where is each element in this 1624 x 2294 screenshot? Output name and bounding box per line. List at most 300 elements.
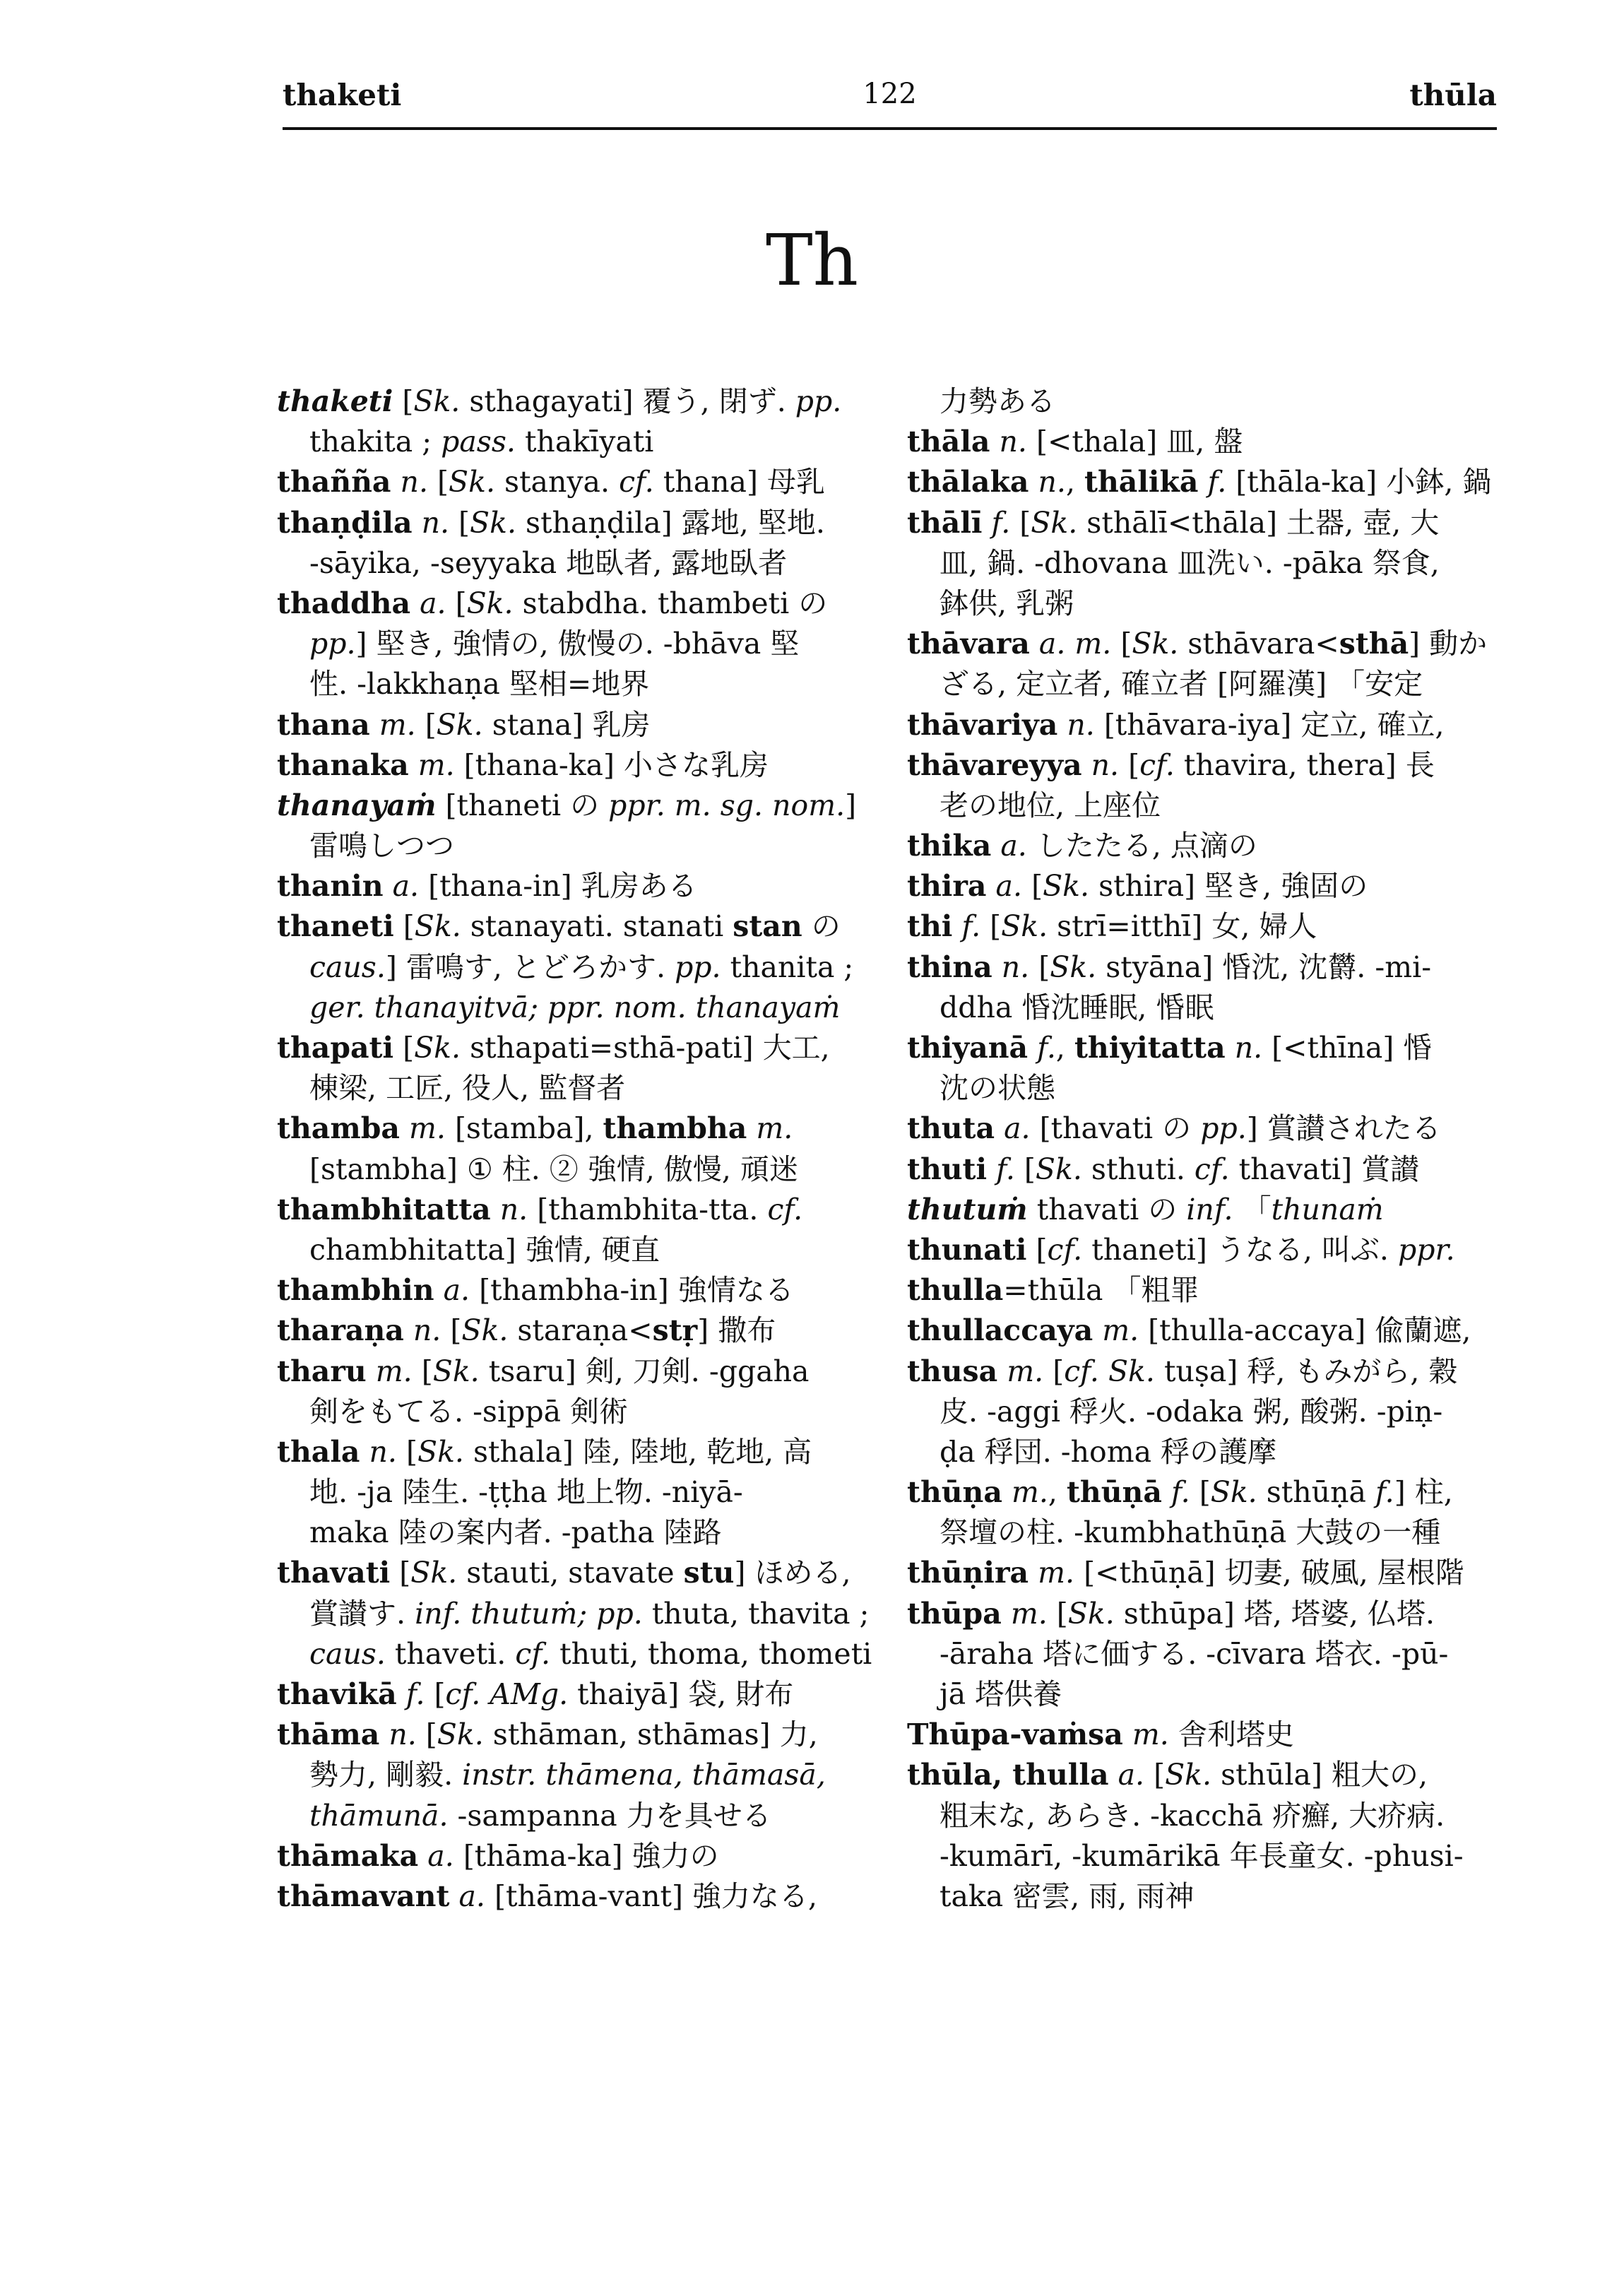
entry-continuation-line [277,1149,863,1190]
headword: thāla [907,425,990,459]
entry-text [1123,1717,1132,1751]
headword: thina [907,950,992,984]
headword: thanin [277,869,384,904]
entry-continuation-line [277,1068,863,1108]
entry-text: thaveti. [385,1636,516,1671]
entry-text: 舎利塔史 [1168,1717,1294,1752]
headword: thūpa [907,1596,1002,1631]
entry-text: stanya. [495,465,620,499]
grammar-label: Sk. [1210,1475,1257,1510]
headword: thāvareyya [907,747,1082,782]
grammar-label: m. [1010,1596,1048,1631]
entry-continuation-line [277,543,863,584]
entry-text: thavira, thera] 長 [1174,747,1435,782]
entry-text [1093,1313,1102,1347]
entry-line [277,1311,863,1351]
entry-text [367,1354,376,1388]
grammar-label: Sk. [1050,950,1097,984]
grammar-label: Sk. [449,465,495,499]
entry-text: [<thūṇā] 切妻, 破風, 屋根階 [1074,1556,1464,1590]
entry-continuation-line [277,947,863,988]
entry-text: , [1065,465,1085,499]
headword: thaketi [277,384,393,418]
entry-text [1082,748,1091,782]
entry-text [995,1111,1004,1145]
grammar-label: cf. [1139,747,1175,782]
grammar-label: m. [379,707,416,742]
entry-text: [ [393,384,414,418]
entry-text: [ [1119,747,1140,782]
entry-text: 賞讃す. [309,1596,415,1631]
entry-line [907,422,1497,462]
entry-text [747,1111,756,1145]
entry-line [277,1190,863,1230]
entry-text [400,1111,409,1145]
entry-line [277,1270,863,1311]
entry-text: thana] 母乳 [653,465,826,499]
entry-text: 鉢供, 乳粥 [940,586,1074,620]
entry-line [277,1432,863,1472]
entry-text: strī=itthī] 女, 婦人 [1048,909,1317,944]
entry-text: 棟梁, 工匠, 役人, 監督者 [309,1071,626,1106]
grammar-label: n. [999,425,1027,459]
entry-text [1002,1475,1012,1509]
entry-text: [ [1010,505,1031,540]
grammar-label: Sk. [436,707,483,742]
running-header [283,78,1497,130]
grammar-label: Sk. [1031,505,1078,540]
entry-text [1057,708,1067,742]
entry-text [418,1839,427,1873]
entry-line [907,906,1497,947]
entry-continuation-line [907,1392,1497,1432]
grammar-label: Sk. [437,1717,484,1752]
entry-text: 勢力, 剛毅. [309,1758,463,1792]
grammar-label: pp. [795,384,842,418]
grammar-label: Sk. [432,1354,480,1388]
entry-text [404,1313,413,1347]
grammar-label: a. [427,1838,454,1873]
entry-text: sthūpa] 塔, 塔婆, 仏塔. [1114,1596,1435,1631]
entry-continuation-line [907,1513,1497,1553]
headword: stṛ [652,1313,698,1348]
entry-continuation-line [277,1230,863,1270]
grammar-label: f. [1170,1475,1190,1510]
entry-text: styāna] 惛沈, 沈欝. -mi- [1096,950,1432,984]
headword: thiyitatta [1074,1031,1226,1065]
entry-line [907,1108,1497,1149]
entry-line [907,1594,1497,1634]
headword: thanaka [277,747,409,782]
entry-text: [ [441,1313,462,1348]
entry-text: [ [1047,1596,1068,1631]
entry-text [379,1717,389,1751]
headword: thaneti [277,909,394,944]
entry-text: sthira] 堅き, 強固の [1089,869,1368,904]
entry-line [277,705,863,745]
grammar-label: m. [417,747,455,782]
grammar-label: Sk. [461,1313,509,1348]
entry-line [277,1876,863,1917]
entry-text [370,708,379,742]
entry-text: [ [1043,1354,1065,1388]
headword: thālikā [1084,465,1199,499]
entry-line [907,745,1497,786]
entry-text: thakita ; [309,425,441,459]
entry-text: [thāla-ka] 小鉢, 鍋 [1226,465,1492,499]
entry-continuation-line [907,382,1497,422]
entry-text [997,1354,1007,1388]
grammar-label: m. [375,1354,413,1388]
entry-continuation-line [907,786,1497,826]
headword: thutuṁ [907,1192,1028,1226]
entry-text: 沈の状態 [940,1071,1055,1106]
entry-line [907,947,1497,988]
headword: thaṇḍila [277,505,413,540]
grammar-label: Sk. [414,909,461,944]
entry-text: [ [1014,1152,1036,1186]
entry-text: [ [1029,950,1050,984]
entry-continuation-line [907,1432,1497,1472]
entry-text: sthālī<thāla] 土器, 壺, 大 [1077,505,1440,540]
entry-text: の [802,909,841,944]
entry-continuation-line [277,624,863,664]
entry-line [277,584,863,624]
entry-text: [thulla-accaya] 偸蘭遮, [1139,1313,1471,1348]
entry-text: 祭壇の柱. -kumbhathūṇā 大鼓の一種 [940,1515,1441,1550]
entry-line [907,624,1497,664]
entry-text: 老の地位, 上座位 [940,788,1161,822]
headword: thulla [907,1273,1004,1308]
entry-line [907,1755,1497,1795]
entry-text [384,869,393,903]
entry-line [907,503,1497,543]
entry-line [277,1028,863,1068]
grammar-label: a. [392,869,420,904]
entry-text: tuṣa] 稃, もみがら, 穀 [1154,1354,1458,1388]
grammar-label: pass. [441,425,516,459]
entry-text [1198,465,1207,499]
headword: tharu [277,1354,367,1388]
entry-text: =thūla 「粗罪 [1003,1273,1199,1308]
entry-text: ] 賞讃されたる [1246,1111,1441,1146]
grammar-label: n. [421,505,450,540]
headword: thāmavant [277,1879,450,1913]
entry-line [907,1230,1497,1270]
grammar-label: cf. [767,1192,803,1226]
entry-text: ざる, 定立者, 確立者 [阿羅漢] 「安定 [940,667,1423,702]
grammar-label: f. [1375,1475,1394,1510]
entry-text: 皮. -aggi 稃火. -odaka 粥, 酸粥. -piṇ- [940,1394,1443,1429]
grammar-label: Sk. [1067,1596,1115,1631]
grammar-label: Sk. [1001,909,1048,944]
entry-text: sthāman, sthāmas] 力, [483,1717,818,1752]
entry-text: -āraha 塔に価する. -cīvara 塔衣. -pū- [940,1636,1449,1671]
grammar-label: Sk. [410,1556,458,1590]
entry-text [409,748,418,782]
entry-text [1029,465,1038,499]
entry-continuation-line [907,1634,1497,1674]
entry-text: thakīyati [515,425,654,459]
entry-text [990,425,999,459]
entry-text: stana] 乳房 [482,707,651,742]
grammar-label: f. [961,909,981,944]
entry-text: したたる, 点滴の [1026,829,1257,863]
headword: thi [907,909,953,944]
entry-text: 皿, 鍋. -dhovana 皿洗い. -pāka 祭食, [940,545,1440,580]
grammar-label: f. [991,505,1011,540]
entry-text: sthagayati] 覆う, 閉ず. [460,384,795,418]
grammar-label: a. [458,1879,485,1913]
page-number: 122 [863,78,917,110]
grammar-label: ppr. [1397,1232,1455,1267]
entry-text: [thambhita-tta. [528,1192,768,1226]
entry-text: thavati] 賞讃 [1229,1152,1420,1186]
entry-text: [ [416,1717,437,1752]
headword: thuta [907,1111,995,1146]
entry-text: [ [412,1354,433,1388]
entry-text [1226,1031,1235,1065]
entry-text: [ [446,586,467,620]
headword: thunati [907,1232,1027,1267]
grammar-label: m. [1102,1313,1139,1348]
entry-text: 雷鳴しつつ [309,829,454,863]
entry-text: [thana-in] 乳房ある [419,869,697,904]
grammar-label: instr. thāmena, thāmasā, [462,1758,826,1792]
entry-text: [thambha-in] 強情なる [470,1273,794,1308]
grammar-label: cf. AMg. [445,1677,569,1711]
entry-text: , [1055,1031,1074,1065]
grammar-label: thunaṁ [1271,1192,1384,1226]
entry-text: staraṇa< [508,1313,653,1348]
entry-text: -sampanna 力を具せる [448,1798,771,1833]
entry-text: stabdha. thambeti の [513,586,828,620]
entry-line [277,462,863,502]
entry-continuation-line [277,1594,870,1634]
entry-text [1030,627,1039,661]
entry-line [907,1270,1497,1311]
grammar-label: n. [413,1313,441,1348]
entry-continuation-line [277,1472,863,1513]
entry-text: [ [980,909,1002,944]
entry-line [277,906,863,947]
entry-text: [<thīna] 惛 [1262,1031,1433,1065]
headword: thuti [907,1152,988,1186]
entry-text: [ [1026,1232,1048,1267]
entry-text [1002,1597,1011,1631]
entry-text: ] [845,788,857,822]
headword: thala [277,1434,360,1469]
grammar-label: cf. [1194,1152,1230,1186]
entry-text: [thāma-vant] 強力なる, [485,1879,818,1913]
entry-text: [thāma-ka] 強力の [454,1838,719,1873]
entry-line [277,745,863,786]
entry-continuation-line [277,1796,863,1836]
entry-text: -sāyika, -seyyaka 地臥者, 露地臥者 [309,545,788,580]
grammar-label: Sk. [417,1434,464,1469]
headword: thamba [277,1111,400,1146]
entry-line [907,866,1497,906]
entry-text: ] 動か [1409,627,1488,661]
grammar-label: a. m. [1038,627,1112,661]
grammar-label: cf. [515,1636,551,1671]
header-last-word: thūla [1409,78,1497,112]
entry-text [1029,1556,1038,1590]
grammar-label: m. [1007,1354,1044,1388]
headword: thāvara [907,627,1030,661]
grammar-label: Sk. [466,586,514,620]
entry-text: sthaṇḍila] 露地, 堅地. [516,505,825,540]
entry-text: ] 雷鳴す, とどろかす. [385,950,675,984]
grammar-label: ppr. m. sg. nom. [608,788,846,822]
headword: thavati [277,1556,391,1590]
entry-line [277,786,863,826]
entry-continuation-line [907,1876,1497,1917]
headword: stan [733,909,802,944]
headword: thika [907,829,992,863]
entry-line [907,1352,1497,1392]
entry-text: [<thala] 皿, 盤 [1026,425,1243,459]
headword: thambhin [277,1273,434,1308]
entry-line [907,1028,1497,1068]
entry-text: ] 撒布 [697,1313,776,1348]
entry-line [907,705,1497,745]
entry-text: 「 [1233,1192,1272,1226]
entry-continuation-line [907,584,1497,624]
entry-text: [ [396,1434,417,1469]
entry-continuation-line [277,422,863,462]
headword: thālaka [907,465,1029,499]
entry-text: sthala] 陸, 陸地, 乾地, 高 [463,1434,812,1469]
entry-text: ] ほめる, [734,1556,851,1590]
entry-text: 力勢ある [940,384,1055,418]
grammar-label: n. [1091,747,1120,782]
entry-text [360,1435,369,1469]
entry-text: [stambha] ① 柱. ② 強情, 傲慢, 頑迷 [309,1152,798,1186]
entry-text: [ [449,505,470,540]
entry-continuation-line [907,664,1497,704]
entry-text [987,1152,996,1186]
entry-text [413,506,422,540]
entry-text: 地. -ja 陸生. -ṭṭha 地上物. -niyā- [309,1475,743,1510]
entry-text: sthapati=sthā-pati] 大工, [461,1031,830,1065]
grammar-label: cf. [1047,1232,1083,1267]
entry-text: [ [393,909,415,944]
grammar-label: Sk. [413,384,461,418]
grammar-label: Sk. [1165,1758,1212,1792]
grammar-label: m. [1132,1717,1169,1752]
entry-text [991,829,1000,863]
grammar-label: Sk. [470,505,517,540]
headword: tharaṇa [277,1313,404,1348]
entry-continuation-line [907,988,1497,1028]
grammar-label: m. [408,1111,446,1146]
grammar-label: pp. [309,627,356,661]
entry-text: [ [1022,869,1043,904]
entry-continuation-line [907,1836,1497,1876]
entry-text: sthūla] 粗大の, [1211,1758,1428,1792]
entry-text [1162,1475,1171,1509]
headword: thusa [907,1354,998,1388]
entry-continuation-line [277,1755,863,1795]
grammar-label: a. [420,586,446,620]
entry-text [397,1677,406,1711]
grammar-label: pp. [675,950,721,984]
entry-continuation-line [907,543,1497,584]
entry-line [277,1836,863,1876]
entry-line [907,462,1497,502]
entry-continuation-line [907,1674,1497,1715]
entry-text [434,1273,444,1307]
entry-text: taka 密雲, 雨, 雨神 [940,1879,1195,1913]
headword: thāmaka [277,1838,419,1873]
grammar-label: m. [1038,1556,1075,1590]
grammar-label: Sk. [414,1031,461,1065]
entry-text: [thāvara-iya] 定立, 確立, [1094,707,1445,742]
entry-text [1109,1758,1118,1792]
entry-line [907,1190,1497,1230]
entry-line [277,382,863,422]
grammar-label: a. [995,869,1023,904]
entry-text: maka 陸の案内者. -patha 陸路 [309,1515,722,1550]
entry-continuation-line [277,1392,863,1432]
headword: thanayaṁ [277,788,437,822]
entry-line [277,1715,863,1755]
entry-text: stanayati. stanati [461,909,733,944]
grammar-label: n. [499,1192,528,1226]
headword: thūla, thulla [907,1758,1109,1792]
grammar-label: a. [1118,1758,1145,1792]
entry-text [491,1193,500,1226]
entry-text: [ [425,1677,446,1711]
entry-line [907,1553,1497,1593]
grammar-label: Sk. [1035,1152,1082,1186]
entry-line [277,503,863,543]
entry-text [952,909,961,943]
entry-text [987,869,996,903]
entry-text: [ [1190,1475,1211,1510]
left-column [277,382,872,1917]
entry-text: 剣をもてる. -sippā 剣術 [309,1394,629,1429]
entry-text: sthuti. [1081,1152,1195,1186]
grammar-label: m. [756,1111,793,1146]
entry-text: thuti, thoma, thometi [550,1636,872,1671]
headword: stu [683,1556,735,1590]
entry-line [907,1472,1497,1513]
headword: thāvariya [907,707,1058,742]
grammar-label: Sk. [1043,869,1090,904]
entry-text: chambhitatta] 強情, 硬直 [309,1232,660,1267]
entry-continuation-line [277,1513,863,1553]
entry-text: sthāvara< [1178,627,1339,661]
headword: thana [277,707,370,742]
headword: thañña [277,465,391,499]
right-column [907,382,1497,1917]
grammar-label: n. [400,465,428,499]
grammar-label: n. [1038,465,1066,499]
headword: thaddha [277,586,411,620]
entry-text: ḍa 稃団. -homa 稃の護摩 [940,1434,1277,1469]
entry-text: [thavati の [1030,1111,1201,1146]
entry-text: sthūṇā [1257,1475,1375,1510]
headword: thālī [907,505,983,540]
grammar-label: a. [1000,829,1027,863]
grammar-label: n. [1234,1031,1263,1065]
entry-text: [ [415,707,437,742]
headword: thiyanā [907,1031,1029,1065]
entry-text [410,586,420,620]
headword: thullaccaya [907,1313,1093,1348]
